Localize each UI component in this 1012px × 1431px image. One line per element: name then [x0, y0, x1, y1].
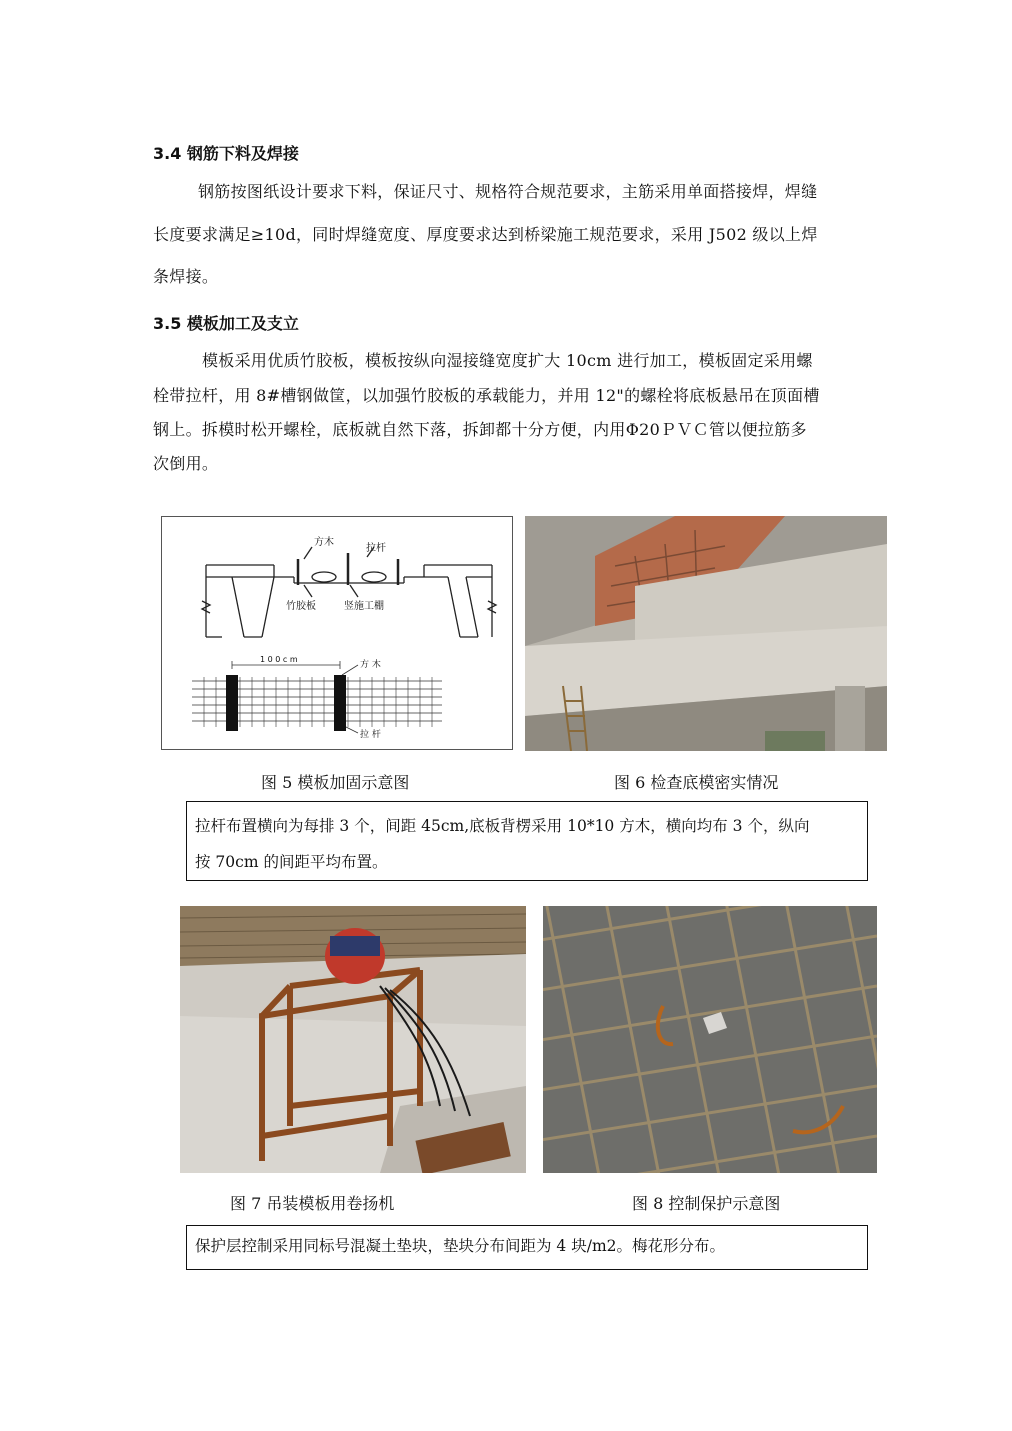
section-3-4-heading: 3.4 钢筋下料及焊接 [153, 144, 299, 163]
figure-8-caption: 图 8 控制保护示意图 [632, 1194, 781, 1213]
section-3-5-line-3: 钢上。拆模时松开螺栓，底板就自然下落，拆卸都十分方便，内用Φ20ＰＶＣ管以便拉筋多 [153, 420, 807, 439]
label-shigongpeng: 竖施工棚 [344, 601, 384, 612]
figure-7-photo [180, 906, 526, 1173]
section-3-4-line-2: 长度要求满足≥10d，同时焊缝宽度、厚度要求达到桥梁施工规范要求，采用 J502 级以上焊 [153, 225, 818, 244]
note-box-tie-rods [186, 801, 868, 881]
label-lagan-plan: 拉 杆 [360, 730, 381, 740]
figure-5-diagram [161, 516, 513, 750]
figure-5-caption: 图 5 模板加固示意图 [261, 773, 410, 792]
note-1-line-2: 按 70cm 的间距平均布置。 [195, 853, 388, 871]
figure-6-caption: 图 6 检查底模密实情况 [614, 773, 779, 792]
section-3-5-line-4: 次倒用。 [153, 454, 219, 473]
note-1-line-1: 拉杆布置横向为每排 3 个，间距 45cm,底板背楞采用 10*10 方木，横向均布 3 个，纵向 [195, 817, 810, 835]
section-3-4-line-3: 条焊接。 [153, 267, 219, 286]
label-lagan: 拉杆 [366, 543, 386, 554]
figure-6-photo [525, 516, 887, 751]
label-fangmu: 方木 [314, 537, 334, 548]
section-3-4-line-1: 钢筋按图纸设计要求下料，保证尺寸、规格符合规范要求，主筋采用单面搭接焊，焊缝 [198, 182, 818, 201]
label-dimension: 1 0 0 c m [260, 655, 298, 664]
section-3-5-heading: 3.5 模板加工及支立 [153, 314, 299, 333]
figure-7-caption: 图 7 吊装模板用卷扬机 [230, 1194, 395, 1213]
section-3-5-line-1: 模板采用优质竹胶板，模板按纵向湿接缝宽度扩大 10cm 进行加工，模板固定采用螺 [202, 351, 813, 370]
note-2-text: 保护层控制采用同标号混凝土垫块，垫块分布间距为 4 块/m2。梅花形分布。 [195, 1237, 725, 1255]
section-3-5-line-2: 栓带拉杆，用 8#槽钢做筐，以加强竹胶板的承载能力，并用 12"的螺栓将底板悬吊在顶面槽 [153, 386, 820, 405]
label-fangmu-plan: 方 木 [360, 660, 381, 670]
note-box-cover-layer [186, 1225, 868, 1270]
label-zhujiaoban: 竹胶板 [286, 601, 316, 612]
figure-8-photo [543, 906, 877, 1173]
